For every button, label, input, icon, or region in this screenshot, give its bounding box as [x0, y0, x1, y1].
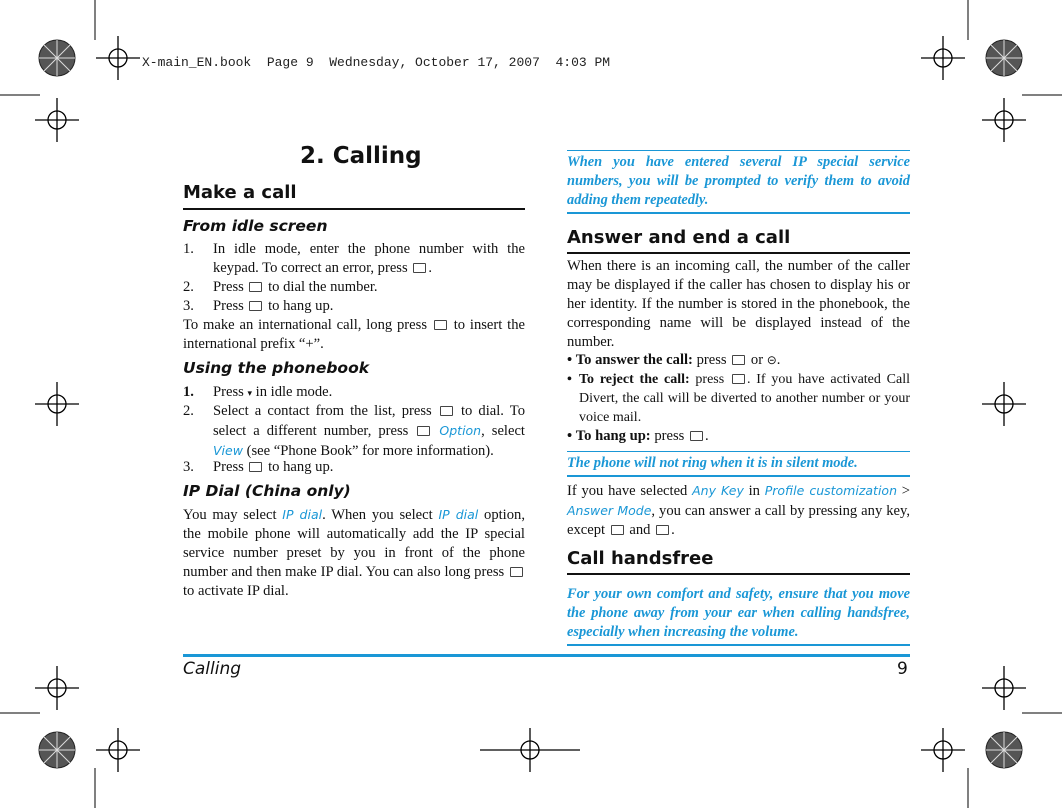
page-number: 9: [897, 659, 908, 679]
chapter-title: 2. Calling: [300, 143, 422, 169]
view-link: View: [213, 443, 243, 458]
list-number: 2.: [183, 403, 194, 419]
bullet-label: To answer the call:: [575, 352, 693, 368]
end-key-icon: [690, 431, 703, 441]
list-text-a: Select a contact from the list, press: [213, 403, 432, 419]
list-number: 1.: [183, 241, 194, 257]
profile-customization-link: Profile customization: [764, 483, 897, 498]
note-bottom-rule: [567, 212, 910, 214]
ip-dial-link: IP dial: [282, 507, 323, 522]
list-text: [213, 458, 333, 477]
ip-text-b: . When you select: [322, 507, 433, 523]
list-text-a: Press: [213, 459, 244, 475]
ip-text-c: option, the mobile phone will automatically add the IP special service number preset by you in front of the phone number and then make IP dial. You can also long press: [183, 507, 525, 580]
heading-rule: [183, 208, 525, 210]
bullet-text-b: . If you have activated Call Divert, the call will be diverted to another number or your voice mail.: [579, 372, 910, 425]
list-text-b: to dial the number.: [268, 279, 378, 295]
note-top-rule: [567, 150, 910, 151]
list-item: [183, 402, 525, 460]
note-top-rule: [567, 451, 910, 452]
clear-key-icon: [413, 263, 426, 273]
down-arrow-icon: ▾: [247, 388, 252, 398]
note-silent-mode: The phone will not ring when it is in silent mode.: [567, 455, 858, 471]
end-key-icon: [611, 525, 624, 535]
call-key-icon: [732, 355, 745, 365]
note-handsfree: For your own comfort and safety, ensure that you move the phone away from your ear when calling handsfree, especially when increasing the volume.: [567, 586, 910, 640]
end-key-icon: [249, 301, 262, 311]
bullet-body: [579, 370, 910, 427]
list-item: [183, 240, 525, 280]
list-text: [213, 240, 525, 278]
list-number: 1.: [183, 384, 194, 400]
list-item: [183, 383, 525, 403]
option-link: Option: [439, 423, 482, 438]
list-item: [183, 297, 525, 317]
list-text-d: (see “Phone Book” for more information).: [246, 443, 494, 459]
bullet-text-a: press: [695, 372, 725, 387]
bullet-text-a: press: [654, 428, 685, 444]
subheading-from-idle: From idle screen: [183, 217, 328, 235]
list-text-a: Press: [213, 279, 244, 295]
end-key-icon: [732, 374, 745, 384]
bullet-answer: • To answer the call: press or ⊝.: [567, 352, 781, 368]
end-key-icon: [249, 462, 262, 472]
subheading-using-phonebook: Using the phonebook: [183, 359, 370, 377]
list-text-b: to dial. To select a different number, press: [213, 403, 525, 439]
any-key-link: Any Key: [692, 483, 744, 498]
heading-answer-end: Answer and end a call: [567, 227, 791, 248]
list-number: 3.: [183, 459, 194, 475]
book-info-header: X-main_EN.book Page 9 Wednesday, October 17, 2007 4:03 PM: [142, 55, 611, 70]
ip-dial-paragraph: [183, 505, 525, 601]
bullet-label: To hang up:: [575, 428, 651, 444]
list-text-b: in idle mode.: [255, 384, 333, 400]
anykey-text-b: in: [748, 483, 760, 499]
list-item: [183, 278, 525, 298]
bullet-text-a: press: [696, 352, 727, 368]
menu-separator: >: [901, 483, 910, 499]
call-key-icon: [440, 406, 453, 416]
option-key-icon: [417, 426, 430, 436]
heading-make-call: Make a call: [183, 182, 297, 203]
list-text-b: to hang up.: [268, 298, 334, 314]
list-item: [183, 458, 525, 478]
ip-text-d: to activate IP dial.: [183, 583, 289, 599]
clear-key-icon: [656, 525, 669, 535]
heading-rule: [567, 252, 910, 254]
list-text-a: In idle mode, enter the phone number with the keypad. To correct an error, press: [213, 241, 525, 276]
ip-text-a: You may select: [183, 507, 277, 523]
list-number: 2.: [183, 279, 194, 295]
list-text-b: .: [428, 260, 432, 276]
note-bottom-rule: [567, 475, 910, 477]
ip-dial-link: IP dial: [438, 507, 479, 522]
footer-section: Calling: [183, 659, 242, 679]
bullet-label: To reject the call:: [579, 372, 690, 387]
list-text-a: Press: [213, 298, 244, 314]
intl-text-b: to insert the international prefix “+”.: [183, 317, 525, 352]
bullet-text-b: or: [750, 352, 764, 368]
list-text: [213, 383, 332, 403]
intl-call-paragraph: [183, 316, 525, 354]
list-text: [213, 402, 525, 461]
heading-rule: [567, 573, 910, 575]
intl-text-a: To make an international call, long press: [183, 317, 428, 333]
answer-mode-link: Answer Mode: [567, 503, 652, 518]
anykey-and: and: [629, 522, 651, 538]
headset-key-icon: ⊝: [766, 353, 777, 367]
list-text-a: Press: [213, 384, 244, 400]
list-text: [213, 278, 378, 297]
heading-handsfree: Call handsfree: [567, 548, 714, 569]
list-text-b: to hang up.: [268, 459, 334, 475]
call-key-icon: [249, 282, 262, 292]
bullet-dot: •: [567, 372, 572, 387]
any-key-paragraph: If you have selected Any Key in Profile customization > Answer Mode, you can answer a call by pressing any key, except and .: [567, 483, 910, 538]
footer-rule: [183, 654, 910, 657]
list-text: [213, 297, 333, 316]
note-bottom-rule: [567, 644, 910, 646]
list-text-c: , select: [481, 423, 525, 439]
bullet-hangup: • To hang up: press .: [567, 428, 709, 444]
zero-key-icon: [434, 320, 447, 330]
list-number: 3.: [183, 298, 194, 314]
subheading-ip-dial: IP Dial (China only): [183, 482, 351, 500]
incoming-paragraph: When there is an incoming call, the number of the caller may be displayed if the caller has chosen to display his or her identity. If the number is stored in the phonebook, the corresponding name will be displayed instead of the number.: [567, 258, 910, 350]
anykey-text-a: If you have selected: [567, 483, 688, 499]
note-ip-verify: When you have entered several IP special service numbers, you will be prompted to verify them to avoid adding them repeatedly.: [567, 154, 910, 208]
call-key-icon: [510, 567, 523, 577]
anykey-text-c: , you can answer a call by pressing any key, except: [567, 503, 910, 538]
bullet-reject: [567, 370, 910, 427]
